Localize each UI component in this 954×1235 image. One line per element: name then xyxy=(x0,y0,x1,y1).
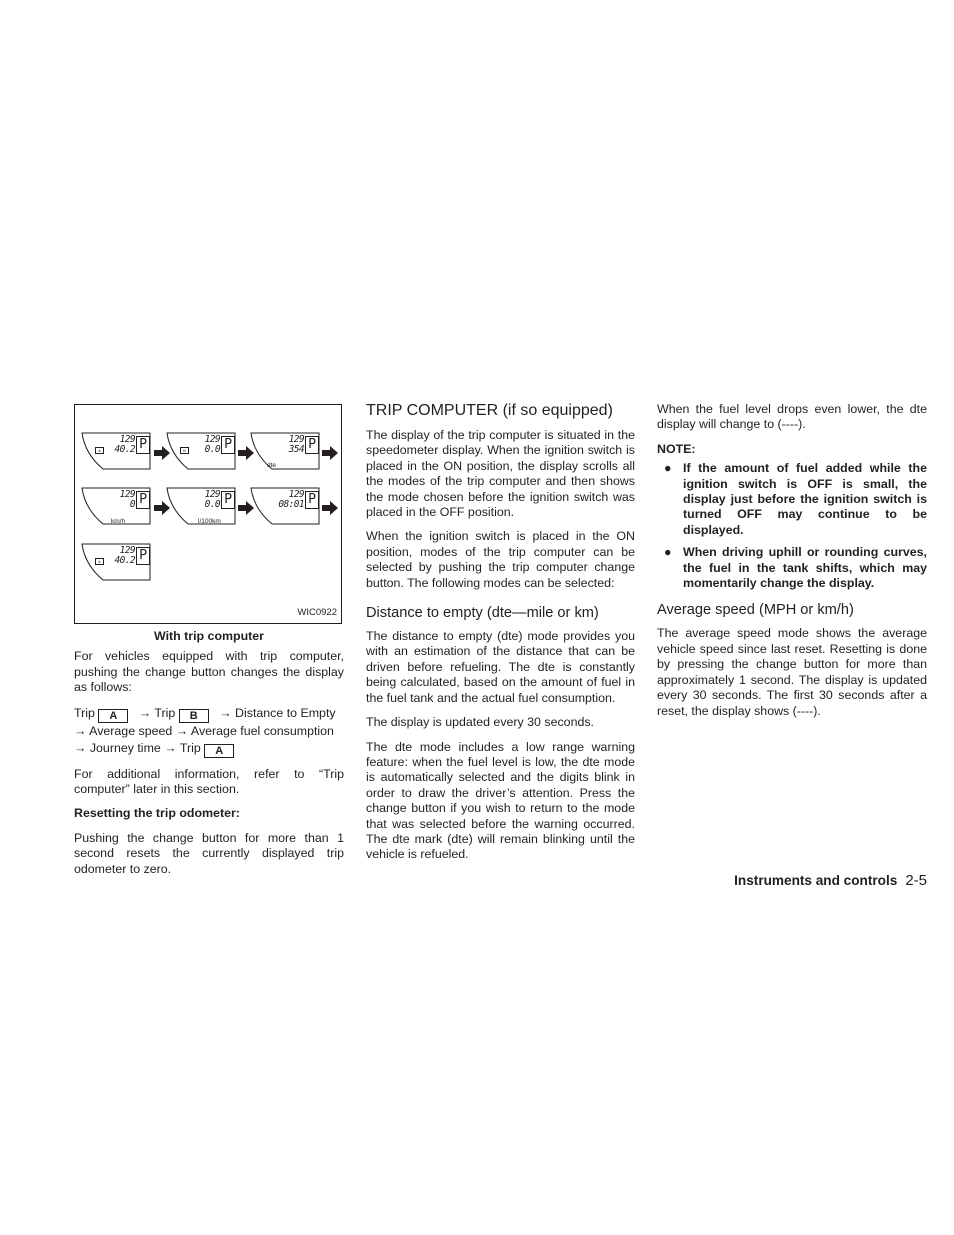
mode-indicator: A xyxy=(95,447,104,454)
seq-arrow: → xyxy=(175,723,189,738)
unit-label: dte xyxy=(267,462,277,469)
unit-label: km/h xyxy=(111,518,126,525)
lcd-line-1: 129 xyxy=(119,545,135,556)
p-indicator: P xyxy=(221,436,235,454)
lcd-display-trip-a-return xyxy=(81,543,151,581)
dte-heading: Distance to empty (dte—mile or km) xyxy=(366,605,599,622)
lcd-line-2: 0 xyxy=(129,499,135,510)
lcd-line-1: 129 xyxy=(288,434,304,445)
lcd-line-1: 129 xyxy=(119,489,135,500)
seq-trip: Trip xyxy=(154,705,176,720)
figure-code: WIC0922 xyxy=(297,606,337,618)
paragraph: The average speed mode shows the average vehicle speed since last reset. Resetting is done by pressing the change button for more than approximately 1 second. The display is updated every 30 seconds. The first 30 seconds after a reset, the display shows (----). xyxy=(657,626,927,718)
mode-indicator: B xyxy=(180,447,189,454)
list-item: ● If the amount of fuel added while the ignition switch is OFF is small, the display just before the ignition switch is turned OFF may continue to be displayed. xyxy=(664,461,927,537)
lcd-line-2: 0.0 xyxy=(204,499,220,510)
lcd-line-1: 129 xyxy=(288,489,304,500)
note-heading: NOTE: xyxy=(657,441,696,456)
arrow-right-icon xyxy=(322,446,338,460)
seq-arrow: → xyxy=(164,740,177,755)
p-indicator: P xyxy=(305,491,319,509)
page-footer xyxy=(734,872,927,889)
lcd-line-1: 129 xyxy=(119,434,135,445)
footer-section: Instruments and controls xyxy=(734,873,898,888)
arrow-right-icon xyxy=(322,501,338,515)
lcd-display-journey-time xyxy=(250,487,320,525)
p-indicator: P xyxy=(305,436,319,454)
lcd-line-2: 40.2 xyxy=(114,555,135,566)
seq-dte: Distance to Empty xyxy=(235,705,336,720)
seq-trip: Trip xyxy=(74,705,95,720)
bullet-icon: ● xyxy=(664,545,672,560)
seq-arrow: → xyxy=(74,723,87,738)
seq-avg-fuel: Average fuel consumption xyxy=(190,723,334,738)
seq-journey: Journey time xyxy=(89,740,161,755)
paragraph: The display is updated every 30 seconds. xyxy=(366,715,594,730)
mode-indicator: A xyxy=(95,558,104,565)
lcd-display-dte xyxy=(250,432,320,470)
paragraph: The distance to empty (dte) mode provides you with an estimation of the distance that can be driven before refueling. The dte is constantly being calculated, based on the amount of fuel in the fuel tank and the actual fuel consumption. xyxy=(366,629,635,705)
seq-arrow: → xyxy=(219,705,232,720)
page-number: 2-5 xyxy=(905,872,927,889)
avg-speed-heading: Average speed (MPH or km/h) xyxy=(657,602,854,619)
paragraph: When the fuel level drops even lower, the dte display will change to (----). xyxy=(657,402,927,432)
list-item: ● When driving uphill or rounding curves, the fuel in the tank shifts, which may momentarily change the display. xyxy=(664,545,927,591)
seq-trip: Trip xyxy=(179,740,201,755)
seq-arrow: → xyxy=(74,740,87,755)
right-column xyxy=(657,402,927,728)
trip-a-box: A xyxy=(98,709,128,723)
paragraph: When the ignition switch is placed in the ON position, modes of the trip computer can be selected by pushing the trip computer change button. The following modes can be selected: xyxy=(366,529,635,590)
lcd-display-trip-a xyxy=(81,432,151,470)
lcd-display-avg-speed xyxy=(81,487,151,525)
intro-paragraph: For vehicles equipped with trip computer, pushing the change button changes the display as follows: xyxy=(74,649,344,695)
figure-caption: With trip computer xyxy=(153,629,265,643)
p-indicator: P xyxy=(136,547,150,565)
additional-info: For additional information, refer to “Trip computer” later in this section. xyxy=(74,766,344,797)
mode-sequence xyxy=(74,705,344,758)
trip-a-box: A xyxy=(204,744,234,758)
reset-heading: Resetting the trip odometer: xyxy=(74,806,240,821)
middle-column xyxy=(366,401,635,872)
lcd-line-2: 40.2 xyxy=(114,444,135,455)
p-indicator: P xyxy=(136,491,150,509)
lcd-line-1: 129 xyxy=(204,434,220,445)
lcd-line-2: 0.0 xyxy=(204,444,220,455)
trip-b-box: B xyxy=(179,709,209,723)
reset-text: Pushing the change button for more than 1 second resets the currently displayed trip odometer to zero. xyxy=(74,830,344,876)
p-indicator: P xyxy=(221,491,235,509)
unit-label: l/100km xyxy=(198,518,221,525)
lcd-line-1: 129 xyxy=(204,489,220,500)
lcd-line-2: 354 xyxy=(288,444,304,455)
paragraph: The dte mode includes a low range warning feature: when the fuel level is low, the dte mode is automatically selected and the digits blink in order to draw the driver’s attention. Press the change button if you wish to return to the mode that was selected before the warning occurred. The dte mark (dte) will remain blinking until the vehicle is refueled. xyxy=(366,739,635,862)
note-list xyxy=(657,461,927,591)
bullet-icon: ● xyxy=(664,461,672,476)
seq-arrow: → xyxy=(138,705,152,720)
seq-avg-speed: Average speed xyxy=(89,723,173,738)
lcd-display-trip-b xyxy=(166,432,236,470)
p-indicator: P xyxy=(136,436,150,454)
paragraph: The display of the trip computer is situated in the speedometer display. When the ignition switch is placed in the ON position, the display scrolls all the modes of the trip computer and then shows the mode chosen before the ignition switch was placed in the OFF position. xyxy=(366,428,635,520)
lcd-line-2: 08:01 xyxy=(278,499,304,510)
left-column xyxy=(74,404,344,886)
lcd-display-avg-fuel xyxy=(166,487,236,525)
section-title: TRIP COMPUTER (if so equipped) xyxy=(366,402,613,419)
trip-computer-figure xyxy=(74,404,342,624)
